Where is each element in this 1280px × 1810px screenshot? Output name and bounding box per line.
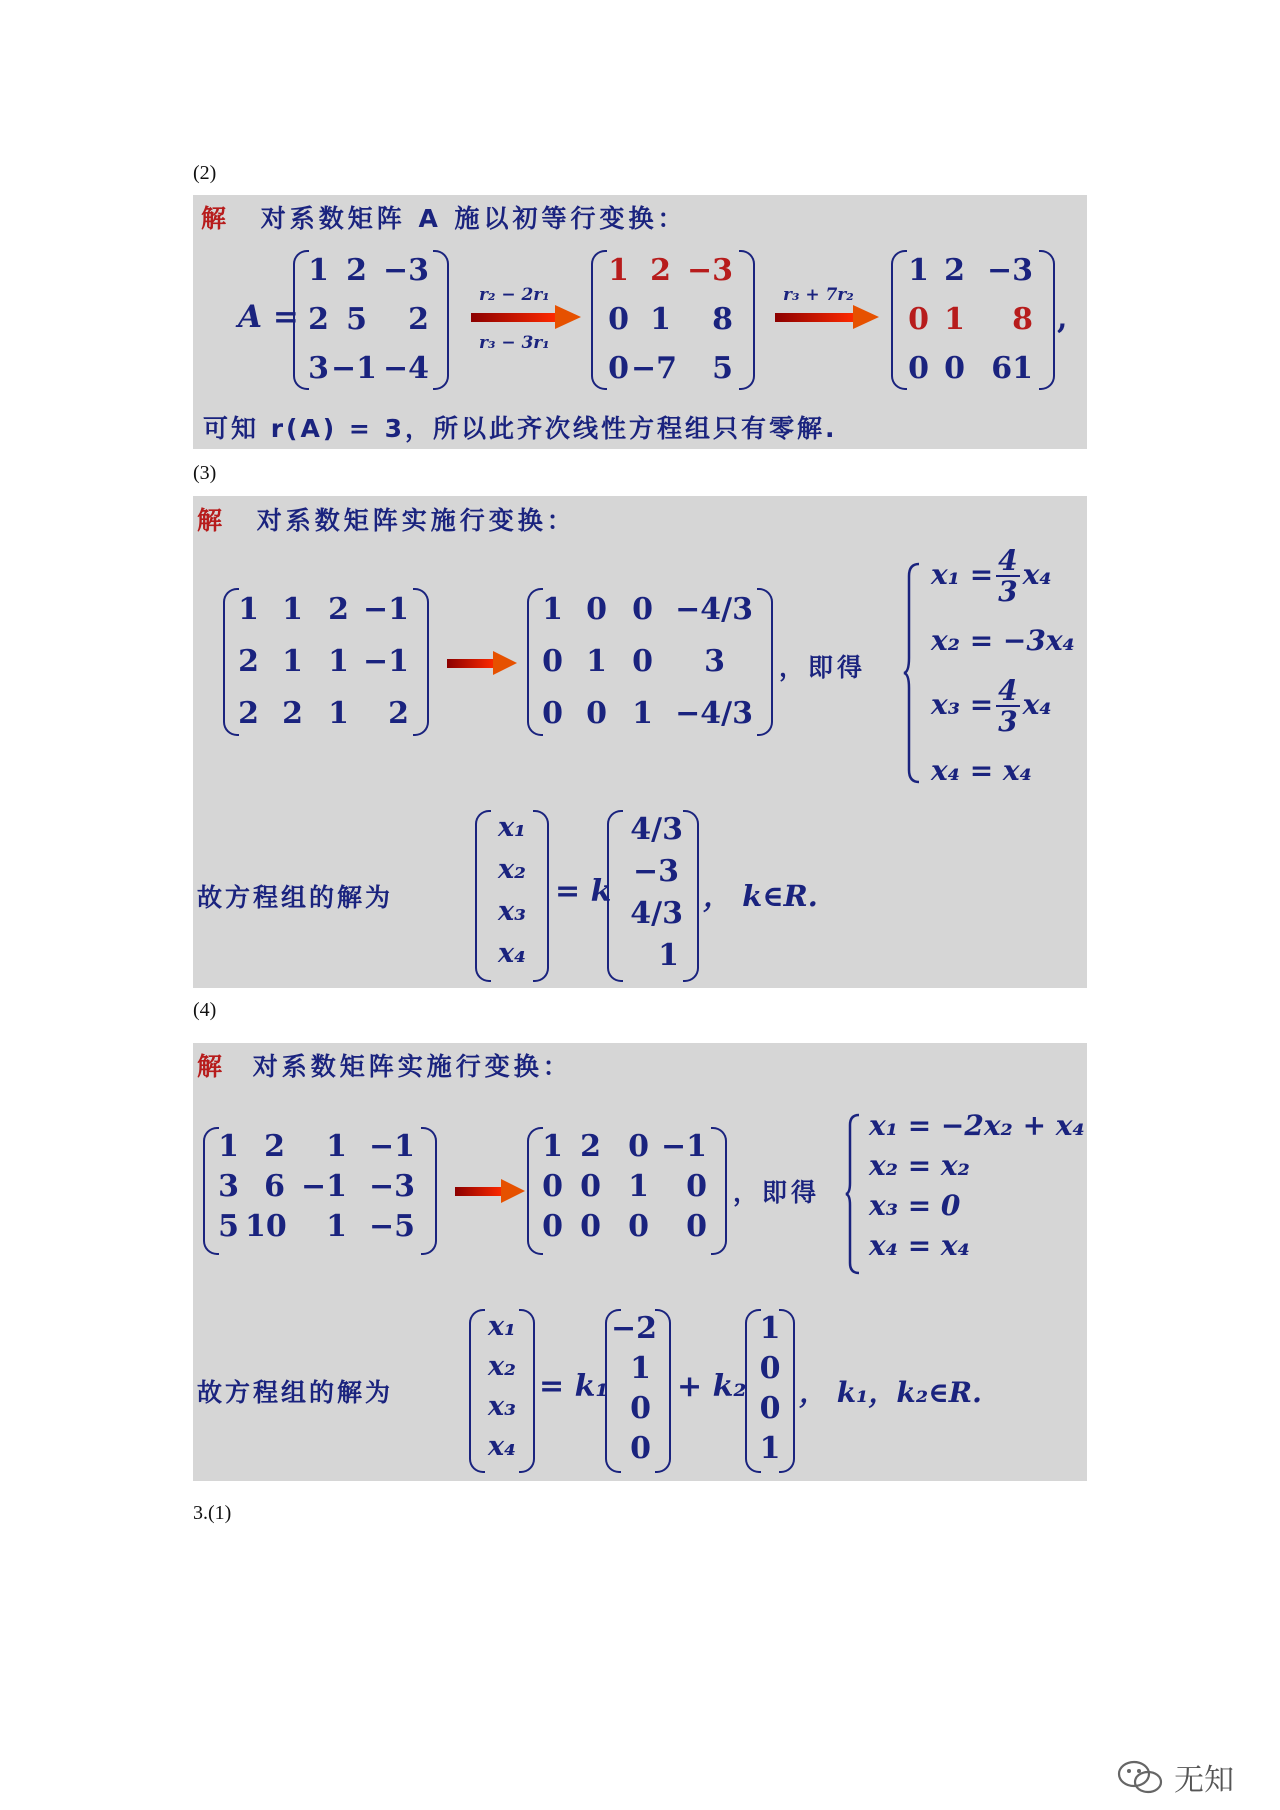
solution-label-3: 故方程组的解为 <box>197 883 394 912</box>
heading-3 <box>197 501 576 537</box>
matrix-cell: 2 <box>264 1129 285 1164</box>
equation-x4: x₄ = x₄ <box>931 754 1032 787</box>
matrix-cell: 0 <box>686 1169 707 1204</box>
matrix-cell: 5 <box>346 302 367 337</box>
equation-x3: x₃ = $\frac{4}{3}$ x₄ <box>931 674 1052 739</box>
matrix-cell: 2 <box>408 302 429 337</box>
matrix-cell: 1 <box>608 253 629 288</box>
jie-label: 解 <box>197 506 227 535</box>
vector-cell: x₃ <box>488 1391 516 1422</box>
solution-panel-2 <box>193 195 1087 449</box>
matrix-cell: 8 <box>712 302 733 337</box>
equation-x3: x₃ = 0 <box>869 1189 961 1222</box>
matrix-a <box>293 250 449 390</box>
conclusion-2: 可知 r(A) = 3，所以此齐次线性方程组只有零解. <box>203 414 838 443</box>
matrix-cell: 0 <box>580 1169 601 1204</box>
matrix-cell: 1 <box>282 644 303 679</box>
matrix-cell: 0 <box>686 1209 707 1244</box>
solution-label-4: 故方程组的解为 <box>197 1378 394 1407</box>
vector-basis-2 <box>745 1309 795 1473</box>
matrix-cell: 2 <box>650 253 671 288</box>
matrix-cell: 2 <box>238 696 259 731</box>
matrix-cell: −4/3 <box>675 592 753 627</box>
matrix-reduced-4 <box>527 1127 727 1255</box>
part-label-3-1: 3.(1) <box>193 1502 232 1524</box>
equation-x2: x₂ = −3x₄ <box>931 624 1075 657</box>
vector-cell: 0 <box>630 1431 651 1466</box>
matrix-cell: 3 <box>218 1169 239 1204</box>
vector-cell: 0 <box>630 1391 651 1426</box>
matrix-cell: 1 <box>944 302 965 337</box>
matrix-cell: 5 <box>712 351 733 386</box>
matrix-cell: 1 <box>218 1129 239 1164</box>
solution-panel-3 <box>193 496 1087 988</box>
vector-cell: x₂ <box>498 854 526 885</box>
vector-cell: 4/3 <box>630 896 683 931</box>
vector-basis-3 <box>607 810 699 982</box>
matrix-cell: 0 <box>908 302 929 337</box>
matrix-cell: 0 <box>542 696 563 731</box>
comma: , <box>1057 301 1068 336</box>
equation-x1: x₁ = −2x₂ + x₄ <box>869 1109 1085 1142</box>
matrix-reduced-3 <box>527 588 773 736</box>
matrix-cell: 2 <box>238 644 259 679</box>
matrix-cell: 1 <box>628 1169 649 1204</box>
arrow-right-icon <box>447 651 517 675</box>
matrix-cell: 1 <box>238 592 259 627</box>
matrix-cell: 0 <box>908 351 929 386</box>
vector-cell: −2 <box>611 1311 658 1346</box>
vector-cell: x₂ <box>488 1351 516 1382</box>
vector-cell: x₃ <box>498 896 526 927</box>
matrix-cell: 1 <box>308 253 329 288</box>
matrix-cell: 1 <box>282 592 303 627</box>
jie-label: 解 <box>201 204 231 233</box>
jide-label: ，即得 <box>733 1178 821 1207</box>
k-domain: ， k∈R. <box>703 879 818 913</box>
arrow-right-icon <box>775 305 879 329</box>
matrix-cell: 0 <box>608 351 629 386</box>
matrix-cell: −1 <box>300 1169 347 1204</box>
matrix-cell: 61 <box>991 351 1033 386</box>
vector-cell: x₁ <box>498 812 526 843</box>
part-label-2: (2) <box>193 162 217 184</box>
plus-k2: + k₂ <box>677 1369 747 1404</box>
matrix-echelon <box>891 250 1055 390</box>
jide-label: ，即得 <box>779 653 867 682</box>
matrix-cell: 1 <box>542 592 563 627</box>
matrix-cell: 0 <box>944 351 965 386</box>
matrix-cell: −1 <box>362 592 409 627</box>
arrow-right-icon <box>455 1179 525 1203</box>
matrix-cell: −1 <box>362 644 409 679</box>
k-domain: ， k₁，k₂∈R. <box>799 1376 982 1409</box>
matrix-cell: 8 <box>1012 302 1033 337</box>
vector-cell: −3 <box>632 854 679 889</box>
matrix-cell: 2 <box>388 696 409 731</box>
matrix-cell: 2 <box>944 253 965 288</box>
vector-cell: x₄ <box>488 1431 516 1462</box>
matrix-cell: 10 <box>245 1209 287 1244</box>
matrix-cell: 5 <box>218 1209 239 1244</box>
matrix-cell: 2 <box>282 696 303 731</box>
vector-cell: x₄ <box>498 938 526 969</box>
matrix-cell: −4/3 <box>675 696 753 731</box>
vector-cell: 1 <box>630 1351 651 1386</box>
part-label-4: (4) <box>193 999 217 1021</box>
watermark-text: 无知 <box>1174 1763 1234 1798</box>
equals-k: = k <box>555 874 612 909</box>
vector-basis-1 <box>605 1309 671 1473</box>
matrix-cell: 0 <box>542 644 563 679</box>
heading-text: 对系数矩阵实施行变换： <box>252 1052 572 1081</box>
matrix-coeff-3 <box>223 588 429 736</box>
wechat-icon <box>1114 1756 1170 1796</box>
vector-x-3 <box>475 810 549 982</box>
matrix-cell: −1 <box>331 351 378 386</box>
heading-2 <box>201 199 687 235</box>
vector-cell: 1 <box>759 1431 781 1466</box>
arrow-right-icon <box>471 305 581 329</box>
matrix-cell: −3 <box>368 1169 415 1204</box>
row-op-top: r₂ − 2r₁ <box>479 285 550 305</box>
matrix-cell: 1 <box>326 1209 347 1244</box>
matrix-cell: 1 <box>632 696 653 731</box>
matrix-cell: 2 <box>346 253 367 288</box>
matrix-cell: 1 <box>328 696 349 731</box>
row-op-top: r₃ + 7r₂ <box>783 285 854 305</box>
matrix-cell: 1 <box>650 302 671 337</box>
jie-label: 解 <box>197 1052 227 1081</box>
matrix-cell: 1 <box>326 1129 347 1164</box>
matrix-cell: 6 <box>264 1169 285 1204</box>
vector-cell: 1 <box>759 1311 781 1346</box>
solution-panel-4 <box>193 1043 1087 1481</box>
matrix-cell: 3 <box>704 644 725 679</box>
heading-text: 对系数矩阵 A 施以初等行变换： <box>260 204 687 233</box>
heading-4 <box>197 1047 572 1083</box>
matrix-cell: 0 <box>632 592 653 627</box>
matrix-cell: 3 <box>308 351 329 386</box>
vector-cell: 1 <box>658 938 679 973</box>
matrix-step-1 <box>591 250 755 390</box>
matrix-cell: −7 <box>630 351 677 386</box>
matrix-cell: −1 <box>660 1129 707 1164</box>
matrix-cell: 1 <box>908 253 929 288</box>
equation-x2: x₂ = x₂ <box>869 1149 970 1182</box>
matrix-cell: 2 <box>308 302 329 337</box>
matrix-cell: −3 <box>382 253 429 288</box>
matrix-cell: −3 <box>986 253 1033 288</box>
left-brace-icon <box>903 562 921 784</box>
vector-cell: 4/3 <box>630 812 683 847</box>
matrix-cell: 0 <box>542 1209 563 1244</box>
matrix-coeff-4 <box>203 1127 437 1255</box>
matrix-cell: 0 <box>608 302 629 337</box>
vector-x-4 <box>469 1309 535 1473</box>
matrix-cell: −4 <box>382 351 429 386</box>
row-op-bottom: r₃ − 3r₁ <box>479 333 550 353</box>
matrix-cell: 0 <box>542 1169 563 1204</box>
matrix-cell: 2 <box>328 592 349 627</box>
matrix-cell: 0 <box>586 592 607 627</box>
matrix-cell: 0 <box>628 1129 649 1164</box>
left-brace-icon <box>845 1113 861 1275</box>
matrix-cell: 0 <box>586 696 607 731</box>
vector-cell: x₁ <box>488 1311 516 1342</box>
matrix-cell: −1 <box>368 1129 415 1164</box>
matrix-cell: 0 <box>632 644 653 679</box>
matrix-cell: −5 <box>368 1209 415 1244</box>
equals-k1: = k₁ <box>539 1369 609 1404</box>
matrix-cell: 0 <box>580 1209 601 1244</box>
equation-x1: x₁ = $\frac{4}{3}$ x₄ <box>931 544 1052 609</box>
a-equals: A = <box>238 299 299 335</box>
heading-text: 对系数矩阵实施行变换： <box>256 506 576 535</box>
vector-cell: 0 <box>759 1391 781 1426</box>
matrix-cell: 2 <box>580 1129 601 1164</box>
matrix-cell: 1 <box>542 1129 563 1164</box>
matrix-cell: −3 <box>686 253 733 288</box>
part-label-3: (3) <box>193 462 217 484</box>
matrix-cell: 0 <box>628 1209 649 1244</box>
equation-x4: x₄ = x₄ <box>869 1229 970 1262</box>
matrix-cell: 1 <box>586 644 607 679</box>
matrix-cell: 1 <box>328 644 349 679</box>
vector-cell: 0 <box>759 1351 781 1386</box>
